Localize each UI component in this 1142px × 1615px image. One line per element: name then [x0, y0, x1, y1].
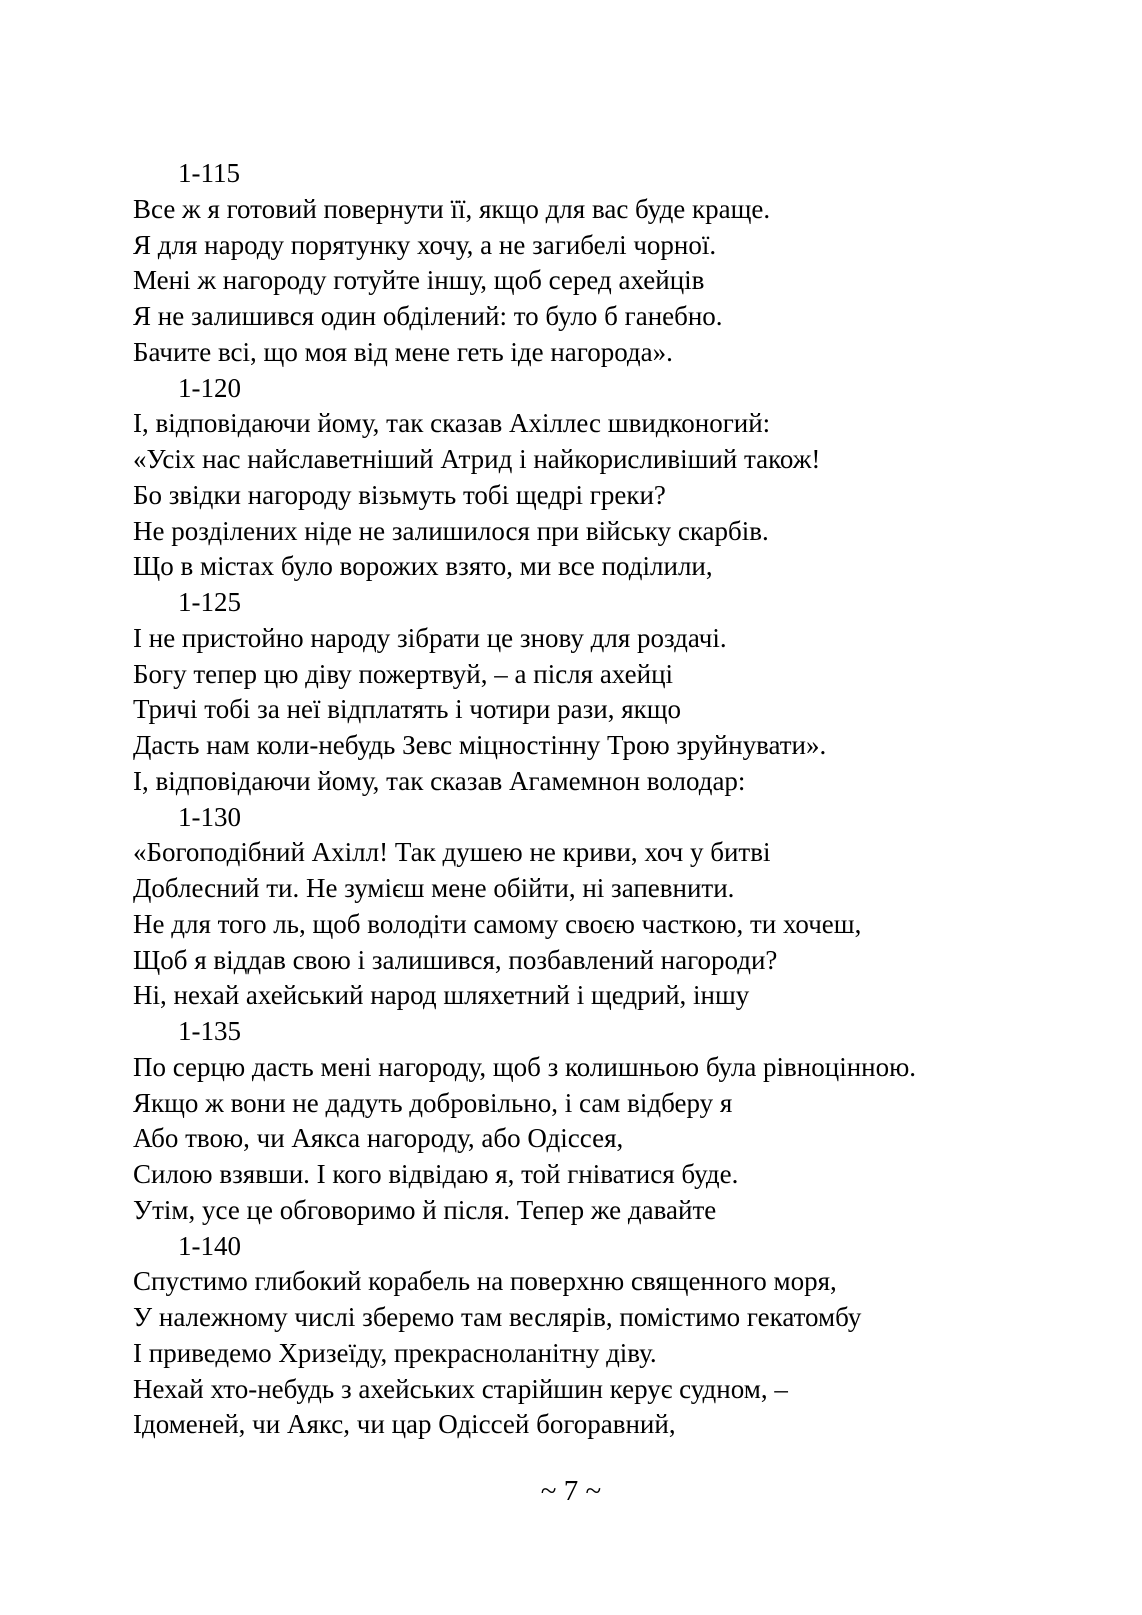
line-number-marker: 1-135: [178, 1016, 241, 1046]
verse-line: Я для народу порятунку хочу, а не загибелі чорної.: [133, 229, 717, 260]
verse-line: Нехай хто-небудь з ахейських старійшин керує судном, –: [133, 1373, 788, 1404]
verse-line: Я не залишився один обділений: то було б ганебно.: [133, 301, 723, 331]
line-number-marker: 1-140: [178, 1230, 241, 1261]
verse-line: Силою взявши. І кого відвідаю я, той гніватися буде.: [133, 1159, 739, 1189]
verse-line: Щоб я віддав свою і залишився, позбавлений нагороди?: [133, 944, 778, 975]
verse-line: Утім, усе це обговоримо й після. Тепер же давайте: [133, 1194, 717, 1225]
verse-line: Дасть нам коли-небудь Зевс міцностінну Трою зруйнувати».: [133, 730, 827, 760]
line-number-marker: 1-115: [178, 158, 240, 188]
verse-line: По серцю дасть мені нагороду, щоб з колишньою була рівноцінною.: [133, 1051, 917, 1082]
verse-line: «Богоподібний Ахілл! Так душею не криви, хоч у битві: [133, 837, 771, 868]
verse-line: І, відповідаючи йому, так сказав Ахіллес швидконогий:: [133, 408, 771, 439]
line-number-marker: 1-125: [178, 587, 241, 617]
verse-line: Не для того ль, щоб володіти самому своєю часткою, ти хочеш,: [133, 908, 862, 939]
verse-line: У належному числі зберемо там веслярів, помістимо гекатомбу: [133, 1302, 862, 1332]
verse-line: Не розділених ніде не залишилося при війську скарбів.: [133, 515, 769, 546]
verse-line: Доблесний ти. Не зумієш мене обійти, ні запевнити.: [133, 873, 735, 903]
verse-line: «Усіх нас найславетніший Атрид і найкорисливіший також!: [133, 444, 821, 474]
verse-line: Якщо ж вони не дадуть добровільно, і сам відберу я: [133, 1087, 733, 1118]
verse-line: Ідоменей, чи Аякс, чи цар Одіссей богоравний,: [133, 1409, 676, 1440]
verse-line: Бачите всі, що моя від мене геть іде нагорода».: [133, 336, 673, 367]
line-number-marker: 1-130: [178, 801, 241, 832]
verse-line: Що в містах було ворожих взято, ми все поділили,: [133, 551, 713, 582]
verse-line: Тричі тобі за неї відплатять і чотири рази, якщо: [133, 694, 682, 725]
line-number-marker: 1-120: [178, 372, 241, 403]
poem-text: [133, 156, 1113, 1443]
verse-line: Спустимо глибокий корабель на поверхню священного моря,: [133, 1266, 837, 1297]
verse-line: І приведемо Хризеїду, прекрасноланітну діву.: [133, 1337, 657, 1368]
verse-line: І, відповідаючи йому, так сказав Агамемнон володар:: [133, 765, 746, 796]
verse-line: Ні, нехай ахейський народ шляхетний і щедрий, іншу: [133, 980, 750, 1011]
verse-line: Все ж я готовий повернути її, якщо для вас буде краще.: [133, 193, 771, 224]
page-number: ~ 7 ~: [540, 1475, 602, 1507]
verse-line: Або твою, чи Аякса нагороду, або Одіссея,: [133, 1123, 624, 1154]
verse-line: Мені ж нагороду готуйте іншу, щоб серед ахейців: [133, 265, 705, 296]
verse-line: І не пристойно народу зібрати це знову для роздачі.: [133, 622, 727, 653]
verse-line: Бо звідки нагороду візьмуть тобі щедрі греки?: [133, 479, 666, 510]
verse-line: Богу тепер цю діву пожертвуй, – а після ахейці: [133, 658, 674, 689]
